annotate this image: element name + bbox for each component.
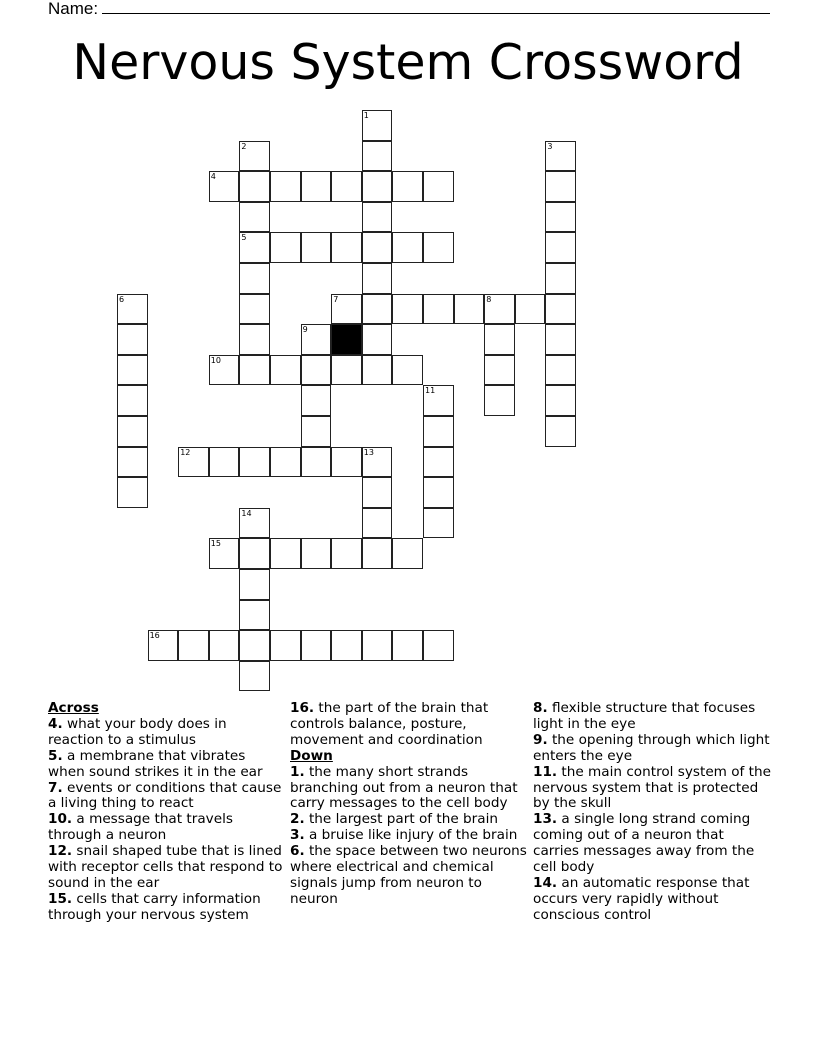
grid-cell[interactable] — [239, 600, 270, 631]
clue-number-label: 7 — [333, 294, 339, 304]
clue-number-label: 16 — [149, 631, 160, 641]
name-field — [48, 0, 770, 19]
grid-cell[interactable] — [392, 355, 423, 386]
grid-cell[interactable] — [239, 232, 270, 263]
grid-cell[interactable] — [239, 202, 270, 233]
grid-cell[interactable] — [270, 355, 301, 386]
grid-cell[interactable] — [545, 141, 576, 172]
grid-cell[interactable] — [331, 171, 362, 202]
grid-cell[interactable] — [301, 324, 332, 355]
across-heading: Across — [48, 700, 99, 716]
clue-number-label: 4 — [210, 172, 216, 182]
grid-cell[interactable] — [331, 447, 362, 478]
clue-number: 16. — [290, 700, 315, 716]
clues-column-2 — [290, 701, 530, 908]
grid-cell[interactable] — [331, 355, 362, 386]
grid-cell[interactable] — [301, 355, 332, 386]
grid-cell[interactable] — [484, 324, 515, 355]
clue-text: a single long strand coming coming out of a neuron that carries messages away from the cell body — [533, 811, 755, 876]
grid-cell[interactable] — [362, 294, 393, 325]
grid-cell[interactable] — [392, 171, 423, 202]
clue-text: the many short strands branching out from a neuron that carry messages to the cell body — [290, 763, 518, 812]
grid-cell[interactable] — [545, 232, 576, 263]
grid-cell[interactable] — [362, 477, 393, 508]
grid-cell[interactable] — [423, 171, 454, 202]
grid-cell[interactable] — [239, 508, 270, 539]
clue-number: 11. — [533, 763, 558, 780]
grid-cell[interactable] — [301, 447, 332, 478]
clue-text: events or conditions that cause a living thing to react — [48, 779, 282, 812]
grid-cell[interactable] — [362, 508, 393, 539]
clue-item — [48, 781, 283, 813]
clue-item — [48, 892, 283, 924]
clue-item — [48, 812, 283, 844]
grid-cell[interactable] — [239, 324, 270, 355]
grid-cell[interactable] — [423, 232, 454, 263]
clue-item — [533, 876, 773, 924]
clue-text: cells that carry information through your nervous system — [48, 890, 261, 923]
clue-text: a message that travels through a neuron — [48, 811, 233, 844]
clue-number: 3. — [290, 827, 305, 844]
clue-number: 7. — [48, 779, 63, 796]
clue-text: the main control system of the nervous system that is protected by the skull — [533, 763, 771, 812]
grid-cell[interactable] — [362, 538, 393, 569]
clue-number-label: 6 — [119, 294, 125, 304]
grid-cell[interactable] — [423, 630, 454, 661]
clue-number: 10. — [48, 811, 73, 828]
clue-number: 14. — [533, 874, 558, 891]
clue-number: 15. — [48, 890, 73, 907]
grid-cell[interactable] — [545, 385, 576, 416]
grid-cell[interactable] — [178, 630, 209, 661]
clue-text: an automatic response that occurs very rapidly without conscious control — [533, 874, 750, 923]
grid-cell[interactable] — [392, 630, 423, 661]
grid-cell[interactable] — [270, 171, 301, 202]
grid-cell[interactable] — [362, 263, 393, 294]
down-clues-a — [290, 765, 530, 908]
grid-cell[interactable] — [362, 202, 393, 233]
grid-cell[interactable] — [270, 630, 301, 661]
clue-text: snail shaped tube that is lined with receptor cells that respond to sound in the ear — [48, 843, 283, 891]
clue-number: 13. — [533, 811, 558, 828]
grid-cell[interactable] — [239, 538, 270, 569]
grid-cell[interactable] — [362, 110, 393, 141]
clue-text: the opening through which light enters the eye — [533, 731, 770, 764]
grid-cell[interactable] — [545, 263, 576, 294]
clue-number-label: 13 — [363, 447, 374, 457]
grid-cell[interactable] — [545, 171, 576, 202]
grid-cell[interactable] — [117, 477, 148, 508]
grid-cell[interactable] — [454, 294, 485, 325]
grid-cell[interactable] — [331, 630, 362, 661]
grid-cell[interactable] — [331, 232, 362, 263]
grid-cell[interactable] — [484, 294, 515, 325]
clue-text: what your body does in reaction to a stimulus — [48, 715, 227, 748]
grid-cell[interactable] — [545, 202, 576, 233]
clues-column-3 — [533, 701, 773, 924]
grid-cell[interactable] — [545, 324, 576, 355]
grid-cell[interactable] — [239, 263, 270, 294]
grid-cell[interactable] — [239, 661, 270, 692]
clue-number-label: 3 — [547, 141, 553, 151]
grid-cell[interactable] — [545, 355, 576, 386]
grid-cell[interactable] — [423, 508, 454, 539]
grid-cell[interactable] — [331, 538, 362, 569]
grid-cell[interactable] — [331, 294, 362, 325]
clues-column-1 — [48, 701, 283, 924]
grid-cell[interactable] — [239, 569, 270, 600]
clue-number: 2. — [290, 811, 305, 828]
grid-cell[interactable] — [209, 447, 240, 478]
grid-cell[interactable] — [423, 385, 454, 416]
clue-item — [290, 828, 530, 844]
clue-item — [48, 717, 283, 749]
grid-cell[interactable] — [148, 630, 179, 661]
grid-cell[interactable] — [301, 416, 332, 447]
clue-item — [533, 812, 773, 876]
grid-cell[interactable] — [209, 355, 240, 386]
grid-cell[interactable] — [301, 385, 332, 416]
grid-cell[interactable] — [239, 355, 270, 386]
grid-cell[interactable] — [392, 294, 423, 325]
grid-cell[interactable] — [362, 324, 393, 355]
clue-number-label: 15 — [210, 539, 221, 549]
grid-cell[interactable] — [239, 171, 270, 202]
down-heading: Down — [290, 747, 333, 764]
grid-cell[interactable] — [484, 355, 515, 386]
grid-cell[interactable] — [362, 141, 393, 172]
grid-cell[interactable] — [178, 447, 209, 478]
grid-cell[interactable] — [270, 538, 301, 569]
clue-text: a membrane that vibrates when sound strikes it in the ear — [48, 747, 263, 780]
clue-item — [533, 701, 773, 733]
grid-cell[interactable] — [239, 141, 270, 172]
grid-cell[interactable] — [515, 294, 546, 325]
grid-cell[interactable] — [239, 294, 270, 325]
across-clues-a — [48, 717, 283, 924]
clue-number-label: 11 — [425, 386, 436, 396]
grid-cell[interactable] — [270, 447, 301, 478]
down-clues-b — [533, 701, 773, 924]
black-cell — [331, 324, 362, 355]
grid-cell[interactable] — [270, 232, 301, 263]
grid-cell[interactable] — [301, 630, 332, 661]
clue-text: the part of the brain that controls balance, posture, movement and coordination — [290, 700, 489, 748]
grid-cell[interactable] — [362, 171, 393, 202]
clue-number-label: 2 — [241, 141, 247, 151]
clue-number-label: 1 — [363, 111, 369, 120]
clue-item — [533, 733, 773, 765]
grid-cell[interactable] — [209, 171, 240, 202]
grid-cell[interactable] — [117, 447, 148, 478]
grid-cell[interactable] — [239, 630, 270, 661]
clue-number: 5. — [48, 747, 63, 764]
clue-text: the space between two neurons where electrical and chemical signals jump from neuron to neuron — [290, 843, 527, 907]
grid-cell[interactable] — [423, 477, 454, 508]
grid-cell[interactable] — [545, 294, 576, 325]
clue-item — [48, 749, 283, 781]
grid-cell[interactable] — [209, 630, 240, 661]
grid-cell[interactable] — [423, 447, 454, 478]
clue-text: the largest part of the brain — [308, 811, 498, 828]
clue-text: a bruise like injury of the brain — [308, 827, 518, 844]
grid-cell[interactable] — [117, 294, 148, 325]
clue-item — [48, 844, 283, 892]
grid-cell[interactable] — [117, 355, 148, 386]
clue-number: 9. — [533, 731, 548, 748]
clue-text: flexible structure that focuses light in the eye — [533, 700, 756, 732]
grid-cell[interactable] — [117, 324, 148, 355]
clue-item — [290, 812, 530, 828]
clue-item — [533, 765, 773, 813]
grid-cell[interactable] — [239, 447, 270, 478]
grid-cell[interactable] — [362, 232, 393, 263]
clue-item — [290, 844, 530, 908]
grid-cell[interactable] — [362, 447, 393, 478]
across-clues-b — [290, 701, 530, 749]
grid-cell[interactable] — [301, 538, 332, 569]
grid-cell[interactable] — [301, 232, 332, 263]
grid-cell[interactable] — [362, 630, 393, 661]
clue-item — [290, 701, 530, 749]
grid-cell[interactable] — [301, 171, 332, 202]
grid-cell[interactable] — [423, 416, 454, 447]
clue-number: 6. — [290, 843, 305, 860]
clue-number-label: 12 — [180, 447, 191, 457]
grid-cell[interactable] — [392, 538, 423, 569]
grid-cell[interactable] — [117, 385, 148, 416]
clue-number-label: 9 — [302, 325, 308, 335]
clue-number: 8. — [533, 700, 548, 716]
page-title: Nervous System Crossword — [72, 34, 744, 91]
clue-number-label: 5 — [241, 233, 247, 243]
clue-number: 12. — [48, 843, 73, 860]
clue-number: 4. — [48, 715, 63, 732]
grid-cell[interactable] — [392, 232, 423, 263]
grid-cell[interactable] — [545, 416, 576, 447]
name-label: Name: — [48, 0, 99, 18]
clue-number-label: 14 — [241, 508, 252, 518]
grid-cell[interactable] — [423, 294, 454, 325]
clue-number: 1. — [290, 763, 305, 780]
grid-cell[interactable] — [362, 355, 393, 386]
clue-number-label: 10 — [210, 355, 221, 365]
grid-cell[interactable] — [484, 385, 515, 416]
grid-cell[interactable] — [209, 538, 240, 569]
grid-cell[interactable] — [117, 416, 148, 447]
clue-item — [290, 765, 530, 813]
name-blank-line[interactable] — [102, 0, 770, 14]
clue-number-label: 8 — [486, 294, 492, 304]
